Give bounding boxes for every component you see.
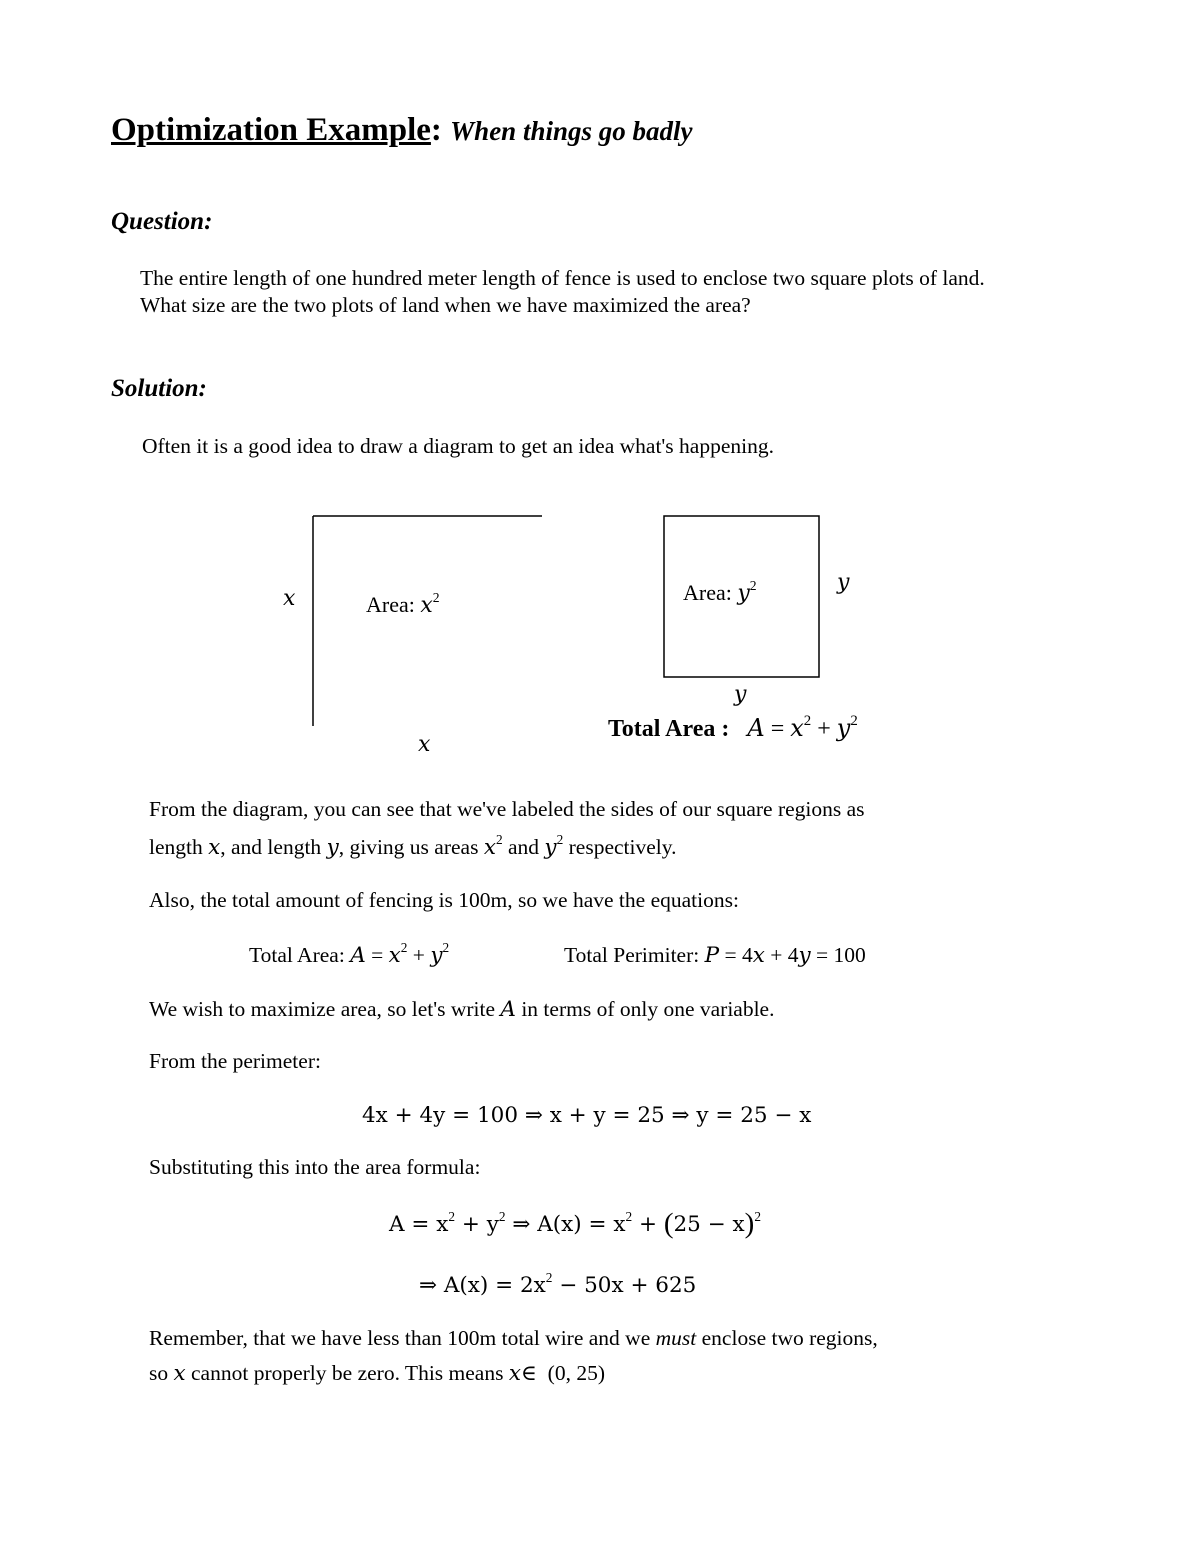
right-area-label bbox=[683, 577, 757, 606]
text: cannot properly be zero. This means bbox=[185, 1361, 509, 1385]
question-line-2: What size are the two plots of land when we have maximized the area? bbox=[140, 293, 751, 317]
equation-chain-perimeter: 4x + 4y = 100 ⇒ x + y = 25 ⇒ y = 25 − x bbox=[362, 1103, 812, 1128]
text: = bbox=[365, 943, 389, 967]
title-main: Optimization Example bbox=[111, 112, 431, 148]
var-y: y bbox=[798, 943, 811, 968]
text: , and length bbox=[220, 835, 327, 859]
equation-chain-area bbox=[389, 1207, 761, 1240]
text: respectively. bbox=[563, 835, 677, 859]
left-square-outline bbox=[313, 516, 542, 726]
left-area-label bbox=[366, 589, 440, 618]
text: − 50x + 625 bbox=[552, 1273, 697, 1298]
text: ⇒ A(x) = x bbox=[505, 1212, 626, 1237]
left-area-exp: 2 bbox=[432, 589, 440, 605]
solution-heading: Solution: bbox=[111, 375, 207, 402]
open-paren: ( bbox=[663, 1207, 674, 1240]
var-x: x bbox=[208, 835, 221, 860]
emphasis: must bbox=[655, 1326, 697, 1350]
exp: 2 bbox=[495, 832, 503, 848]
text: in terms of only one variable. bbox=[515, 997, 775, 1021]
text: enclose two regions, bbox=[696, 1326, 878, 1350]
var-x: x bbox=[752, 943, 765, 968]
total-area-y: y bbox=[836, 714, 851, 742]
equation-total-area bbox=[249, 940, 450, 968]
exp: 2 bbox=[545, 1270, 553, 1286]
total-area-x: x bbox=[790, 714, 804, 742]
text: Remember, that we have less than 100m total wire and we bbox=[149, 1326, 656, 1350]
close-paren: ) bbox=[744, 1207, 755, 1240]
text: ⇒ A(x) = 2x bbox=[419, 1273, 546, 1298]
total-area-x-exp: 2 bbox=[803, 712, 812, 729]
text: A = x bbox=[389, 1212, 449, 1237]
right-area-text: Area: bbox=[683, 580, 732, 605]
exp: 2 bbox=[625, 1209, 633, 1225]
right-side-label: y bbox=[837, 570, 850, 595]
total-area-plus: + bbox=[817, 716, 831, 742]
paragraph-diagram-explanation-2 bbox=[149, 832, 677, 860]
exp: 2 bbox=[498, 1209, 506, 1225]
right-bottom-label: y bbox=[734, 682, 747, 707]
paragraph-substituting: Substituting this into the area formula: bbox=[149, 1155, 481, 1179]
plus: + bbox=[412, 943, 425, 967]
var-y: y bbox=[326, 835, 339, 860]
text: + y bbox=[455, 1212, 499, 1237]
text: = 4 bbox=[719, 943, 753, 967]
paragraph-diagram-explanation-1: From the diagram, you can see that we've labeled the sides of our square regions as bbox=[149, 797, 865, 821]
right-area-exp: 2 bbox=[749, 577, 757, 593]
text: We wish to maximize area, so let's write bbox=[149, 997, 501, 1021]
var-x: x bbox=[388, 943, 401, 968]
paragraph-from-perimeter: From the perimeter: bbox=[149, 1049, 321, 1073]
question-heading: Question: bbox=[111, 208, 213, 235]
total-area-lhs: A bbox=[747, 714, 765, 742]
equation-area-expanded bbox=[419, 1270, 697, 1298]
question-line-1: The entire length of one hundred meter length of fence is used to enclose two square plots of land. bbox=[140, 266, 985, 290]
left-area-var: x bbox=[420, 593, 433, 618]
var-A: A bbox=[500, 997, 516, 1022]
title-subtitle: When things go badly bbox=[450, 116, 693, 146]
left-area-text: Area: bbox=[366, 592, 415, 617]
var-A: A bbox=[350, 943, 366, 968]
paragraph-fencing: Also, the total amount of fencing is 100m, so we have the equations: bbox=[149, 888, 739, 912]
interval: (0, 25) bbox=[547, 1361, 605, 1385]
var-x: x bbox=[508, 1361, 521, 1386]
exp: 2 bbox=[556, 832, 564, 848]
exp: 2 bbox=[754, 1209, 761, 1225]
text: so bbox=[149, 1361, 174, 1385]
var-y: y bbox=[544, 835, 557, 860]
title-colon: : bbox=[430, 112, 442, 148]
text: + 4 bbox=[764, 943, 799, 967]
var-x: x bbox=[173, 1361, 186, 1386]
exp: 2 bbox=[400, 940, 408, 956]
var-x: x bbox=[483, 835, 496, 860]
paragraph-remember-2 bbox=[149, 1361, 605, 1386]
left-bottom-label: x bbox=[418, 732, 431, 757]
text: + bbox=[632, 1212, 664, 1237]
text: , giving us areas bbox=[338, 835, 484, 859]
paragraph-maximize bbox=[149, 997, 774, 1022]
exp: 2 bbox=[442, 940, 450, 956]
var-y: y bbox=[430, 943, 443, 968]
total-area-eq: = bbox=[770, 716, 785, 742]
text: length bbox=[149, 835, 209, 859]
exp: 2 bbox=[448, 1209, 456, 1225]
paragraph-remember-1 bbox=[149, 1326, 878, 1351]
element-of-symbol: ∈ bbox=[520, 1361, 537, 1385]
solution-intro: Often it is a good idea to draw a diagram to get an idea what's happening. bbox=[142, 434, 774, 458]
equation-total-perimeter bbox=[564, 943, 866, 968]
var-P: P bbox=[704, 943, 720, 968]
total-area-label: Total Area : bbox=[608, 716, 730, 742]
text: 25 − x bbox=[673, 1212, 745, 1237]
total-area-formula bbox=[608, 714, 858, 743]
text: Total Area: bbox=[249, 943, 351, 967]
left-side-label: x bbox=[283, 586, 296, 611]
right-area-var: y bbox=[737, 581, 750, 606]
text: Total Perimiter: bbox=[564, 943, 705, 967]
text: = 100 bbox=[810, 943, 866, 967]
text: and bbox=[502, 835, 545, 859]
total-area-y-exp: 2 bbox=[850, 712, 858, 729]
